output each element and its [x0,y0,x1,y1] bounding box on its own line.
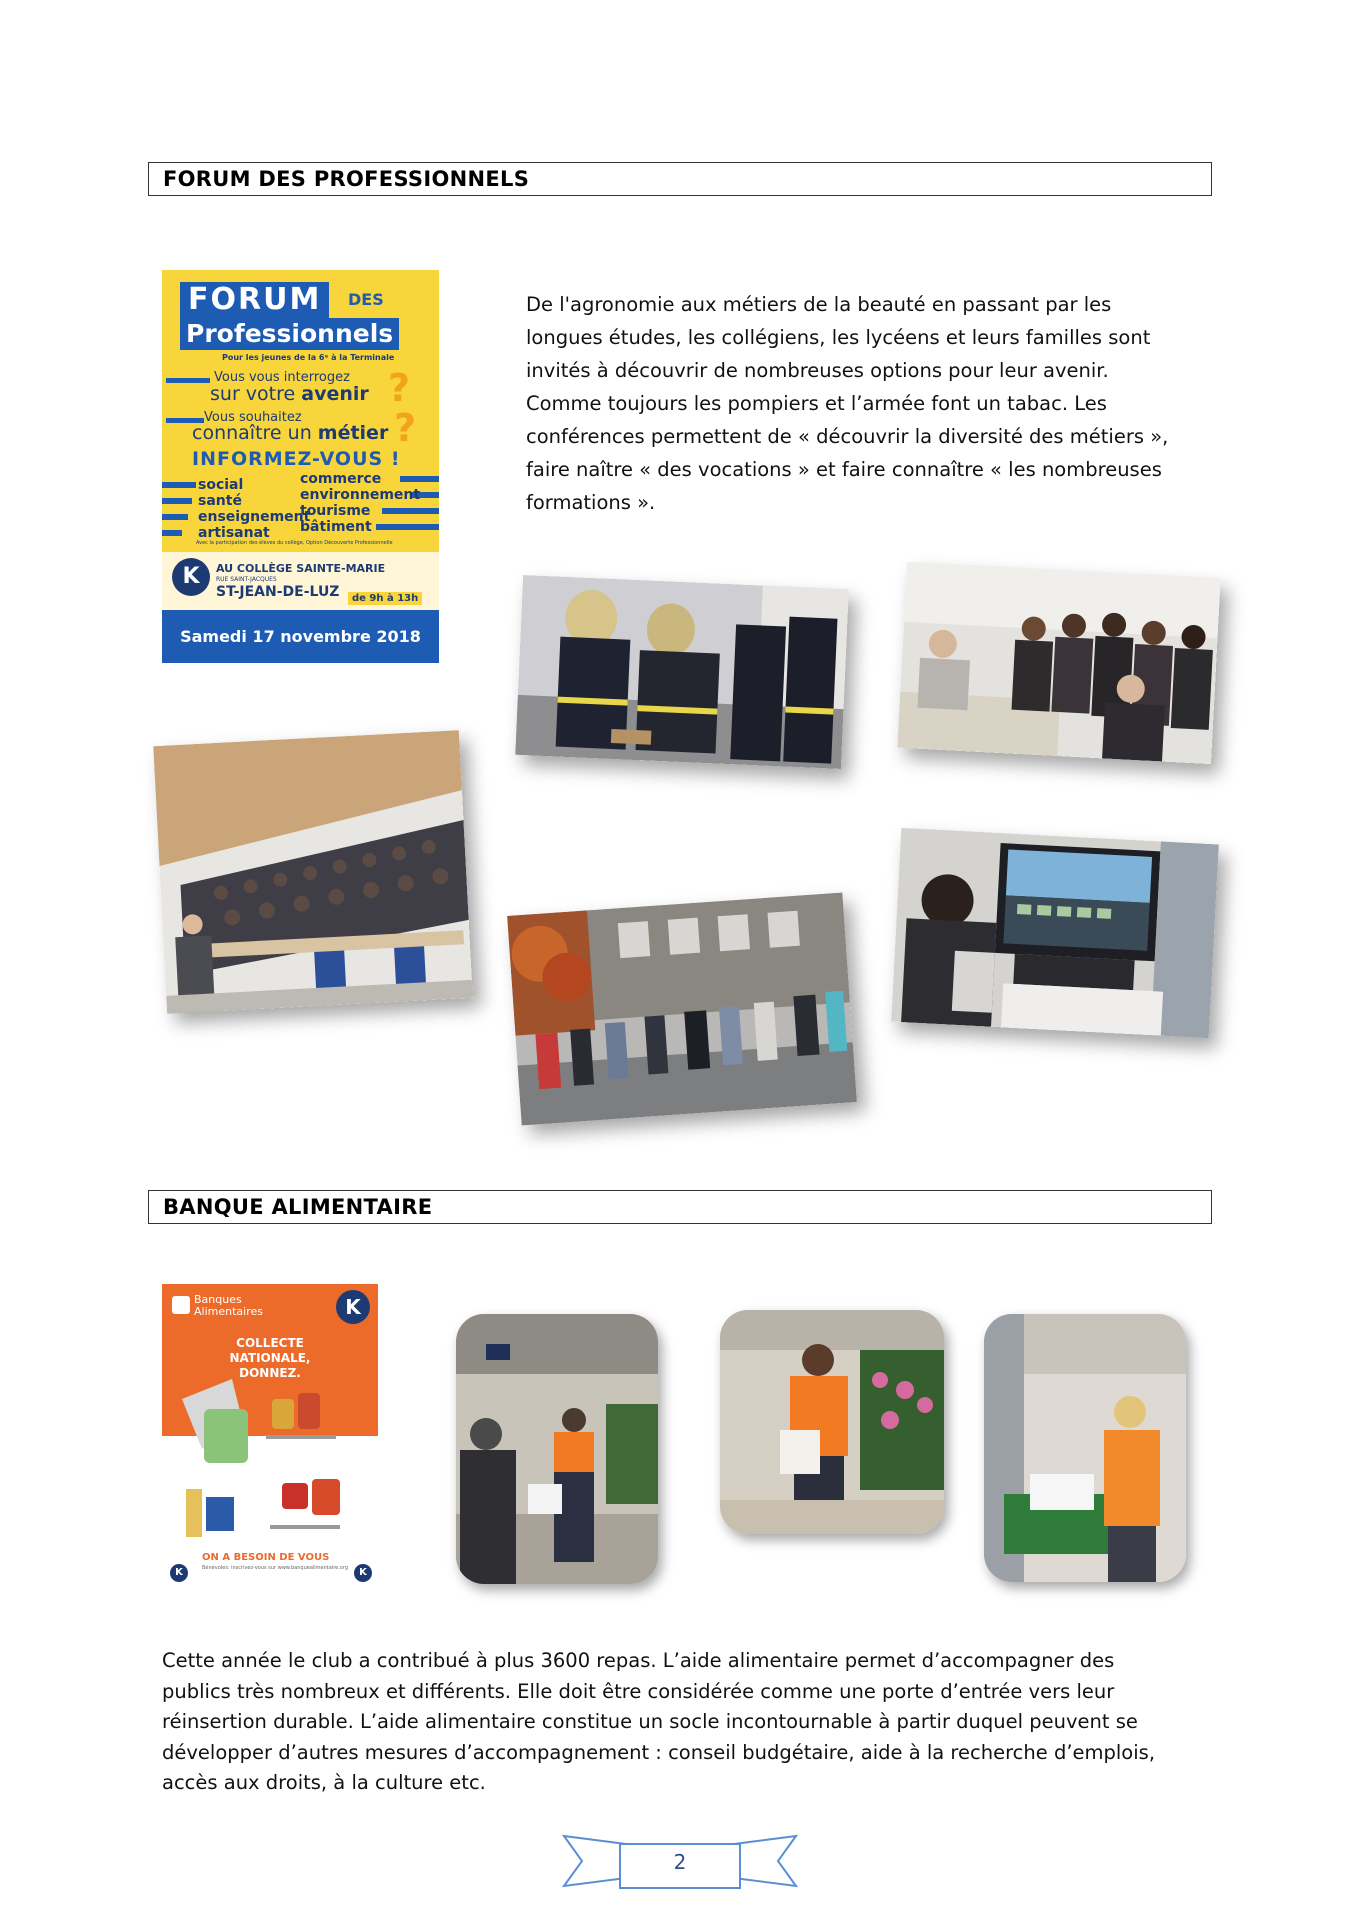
section-title-forum: FORUM DES PROFESSIONNELS [148,162,1212,196]
paragraph-line: Cette année le club a contribué à plus 3600 repas. L’aide alimentaire permet d’accompagner des [162,1649,1115,1672]
poster-forum-title: FORUM [180,282,329,318]
poster-participation: Avec la participation des élèves du collège, Option Découverte Professionnelle [196,540,393,546]
poster-brand-line: Alimentaires [194,1305,263,1318]
poster-word: santé [198,493,242,509]
flight-simulator-photo [891,828,1219,1038]
poster-stripe [400,476,439,482]
poster-informez: INFORMEZ-VOUS ! [192,448,401,470]
poster-word: enseignement [198,509,311,525]
poster-collecte-line: DONNEZ. [239,1366,301,1380]
forum-paragraph [526,288,1226,519]
poster-q2-text: connaître un [192,422,312,444]
paragraph-line: publics très nombreux et différents. Elle doit être considérée comme une porte d’entrée vers leur [162,1679,1115,1703]
poster-word: artisanat [198,525,270,541]
kiwanis-logo-icon: K [336,1290,370,1324]
poster-word: commerce [300,471,382,487]
forum-poster [162,270,439,663]
paragraph-line: invités à découvrir de nombreuses options pour leur avenir. [526,359,1109,382]
poster-date: Samedi 17 novembre 2018 [162,610,439,663]
students-table-photo [897,562,1220,764]
poster-stripe [162,498,192,504]
courtyard-photo [507,893,857,1126]
poster-question2 [192,422,388,444]
banque-paragraph [162,1646,1242,1799]
volunteer-photo-1 [456,1314,658,1584]
poster-stripe [162,514,188,520]
poster-brand [194,1294,263,1318]
poster-footer: Bénévoles: inscrivez-vous sur www.banquealimentaire.org [202,1565,349,1571]
poster-need: ON A BESOIN DE VOUS [202,1552,330,1563]
section-title-banque: BANQUE ALIMENTAIRE [148,1190,1212,1224]
poster-collecte [200,1336,340,1381]
poster-q1-bold: avenir [301,383,369,405]
poster-street: RUE SAINT-JACQUES [216,576,277,583]
poster-stripe [382,508,439,514]
paragraph-line: développer d’autres mesures d’accompagnement : conseil budgétaire, aide à la recherche d’emplois, [162,1740,1156,1764]
kiwanis-logo-icon: K [172,558,210,596]
paragraph-line: réinsertion durable. L’aide alimentaire constitue un socle incontournable à partir duquel peuvent se [162,1710,1138,1733]
paragraph-line: conférences permettent de « découvrir la diversité des métiers », [526,425,1169,448]
paragraph-line: accès aux droits, à la culture etc. [162,1771,486,1794]
poster-collecte-line: COLLECTE NATIONALE, [229,1336,311,1365]
poster-word: tourisme [300,503,371,519]
poster-q1-text: sur votre [210,383,296,405]
paragraph-line: De l'agronomie aux métiers de la beauté en passant par les [526,293,1112,316]
poster-stripe [162,482,196,488]
poster-word: bâtiment [300,519,372,535]
volunteer-photo-3 [984,1314,1186,1582]
banque-poster [162,1284,378,1589]
paragraph-line: faire naître « des vocations » et faire connaître « les nombreuses [526,458,1162,481]
poster-subtitle: Pour les jeunes de la 6ᵉ à la Terminale [222,353,395,362]
paragraph-line: longues études, les collégiens, les lycéens et leurs familles sont [526,326,1151,349]
firefighters-photo [515,575,849,769]
question-mark-icon: ? [394,406,417,450]
poster-professionnels: Professionnels [180,318,399,350]
volunteer-photo-2 [720,1310,944,1534]
poster-city: ST-JEAN-DE-LUZ [216,584,340,600]
kiwanis-logo-icon: K [170,1564,188,1582]
poster-q2-bold: métier [317,422,389,444]
question-mark-icon: ? [388,366,411,410]
poster-des: DES [348,290,384,309]
paragraph-line: Comme toujours les pompiers et l’armée font un tabac. Les [526,392,1107,415]
poster-question2-small: Vous souhaitez [204,410,302,425]
poster-word: social [198,477,244,493]
poster-college: AU COLLÈGE SAINTE-MARIE [216,562,386,575]
kiwanis-logo-icon: K [354,1564,372,1582]
poster-question1 [210,383,369,405]
poster-stripe [376,524,439,530]
poster-word: environnement [300,487,421,503]
poster-arrow-icon [166,378,210,383]
poster-stripe [162,530,182,536]
page-number: 2 [673,1850,687,1874]
poster-question1-small: Vous vous interrogez [214,370,350,385]
food-products-illustration [162,1379,378,1549]
poster-hours: de 9h à 13h [348,592,422,605]
lecture-hall-photo [153,730,473,1014]
poster-brand-line: Banques [194,1293,242,1306]
paragraph-line: formations ». [526,491,656,514]
banque-logo-icon [172,1296,190,1314]
